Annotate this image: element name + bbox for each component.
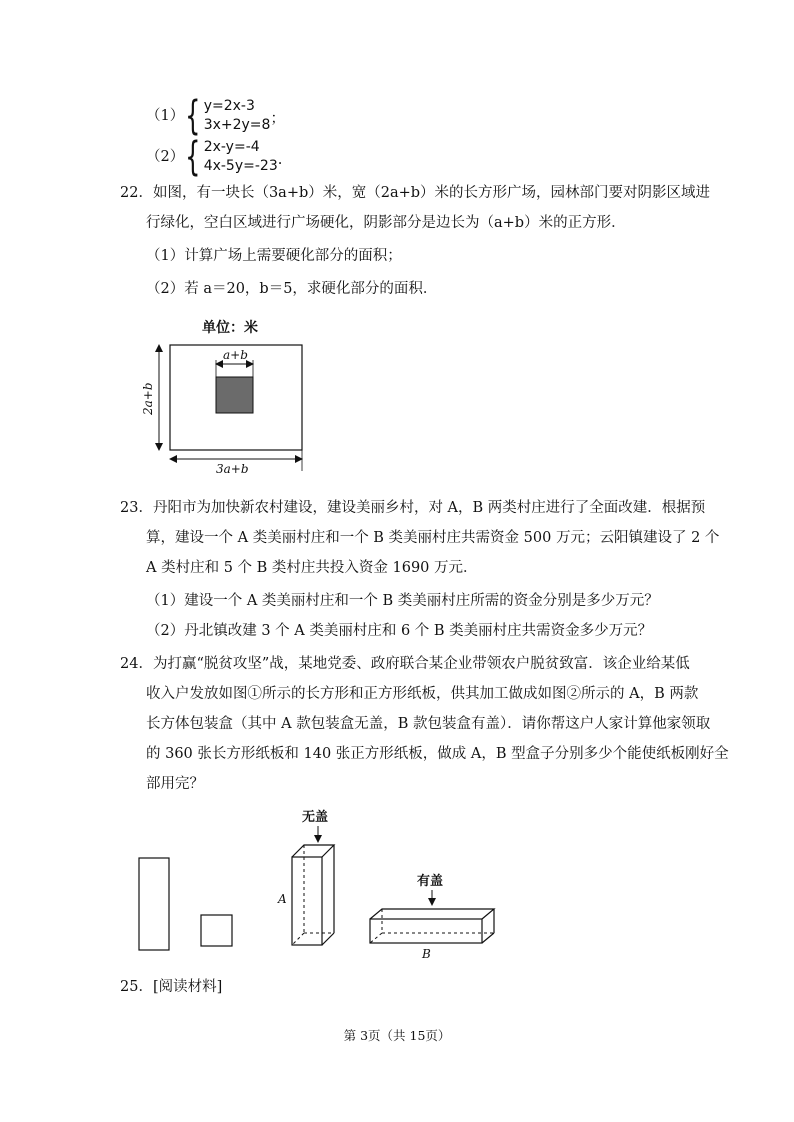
square-board [201,915,232,946]
punctuation: ； [270,111,285,127]
box-b [370,909,494,943]
bottom-dimension-label: 3a+b [216,462,249,475]
q22-line: 行绿化，空白区域进行广场硬化，阴影部分是边长为（a+b）米的正方形． [146,215,626,231]
equation: 3x+2y=8 [203,117,271,133]
left-dimension-label: 2a+b [141,382,155,415]
q24-line: 24．为打赢“脱贫攻坚”战，某地党委、政府联合某企业带领农户脱贫致富．该企业给某低 [120,656,690,672]
equation: y=2x-3 [203,98,255,114]
unit-label: 单位：米 [202,320,258,336]
top-dimension-label: a+b [223,348,248,362]
q23-sub-question: （1）建设一个 A 类美丽村庄和一个 B 类美丽村庄所需的资金分别是多少万元？ [146,593,659,609]
punctuation: . [277,152,283,168]
system-2-equations [204,138,278,176]
q23-line: 算，建设一个 A 类美丽村庄和一个 B 类美丽村庄共需资金 500 万元；云阳镇建设了 2 个 [146,530,720,546]
q24-line: 收入户发放如图①所示的长方形和正方形纸板，供其加工做成如图②所示的 A，B 两款 [146,686,699,702]
q24-figure [130,805,510,965]
square-plaza-diagram [140,315,320,475]
q25-line: 25．[阅读材料] [120,979,223,995]
box-a [292,845,334,945]
boxes-diagram [130,805,510,965]
q23-sub-question: （2）丹北镇改建 3 个 A 类美丽村庄和 6 个 B 类美丽村庄共需资金多少万元？ [146,623,653,639]
brace-icon: { [185,93,201,139]
system-2-label: （2） [146,149,185,165]
q22-sub-question: （1）计算广场上需要硬化部分的面积； [146,248,402,264]
q24-line: 部用完？ [146,776,204,792]
page-footer: 第 3页（共 15页） [343,1028,451,1043]
q23-line: 23．丹阳市为加快新农村建设，建设美丽乡村，对 A，B 两类村庄进行了全面改建．根据预 [120,500,706,516]
system-2 [146,134,283,180]
q24-line: 的 360 张长方形纸板和 140 张正方形纸板，做成 A，B 型盒子分别多少个能使纸板刚好全 [146,746,729,762]
equation: 4x-5y=-23 [203,158,278,174]
lid-label: 有盖 [417,874,444,889]
q22-line: 22．如图，有一块长（3a+b）米，宽（2a+b）米的长方形广场，园林部门要对阴影区域进 [120,185,711,201]
q22-sub-question: （2）若 a＝20，b＝5，求硬化部分的面积． [146,281,438,297]
brace-icon: { [185,134,201,180]
system-1-label: （1） [146,108,185,124]
shaded-square [216,377,253,413]
q22-figure [140,315,320,475]
equation: 2x-y=-4 [203,139,260,155]
box-b-label: B [422,947,431,961]
q23-line: A 类村庄和 5 个 B 类村庄共投入资金 1690 万元． [146,560,478,576]
no-lid-label: 无盖 [302,810,329,825]
box-a-label: A [278,892,287,906]
system-1 [146,93,285,139]
system-1-equations [204,97,271,135]
q24-line: 长方体包装盒（其中 A 款包装盒无盖，B 款包装盒有盖）．请你帮这户人家计算他家领取 [146,716,711,732]
rectangle-board [139,858,169,950]
